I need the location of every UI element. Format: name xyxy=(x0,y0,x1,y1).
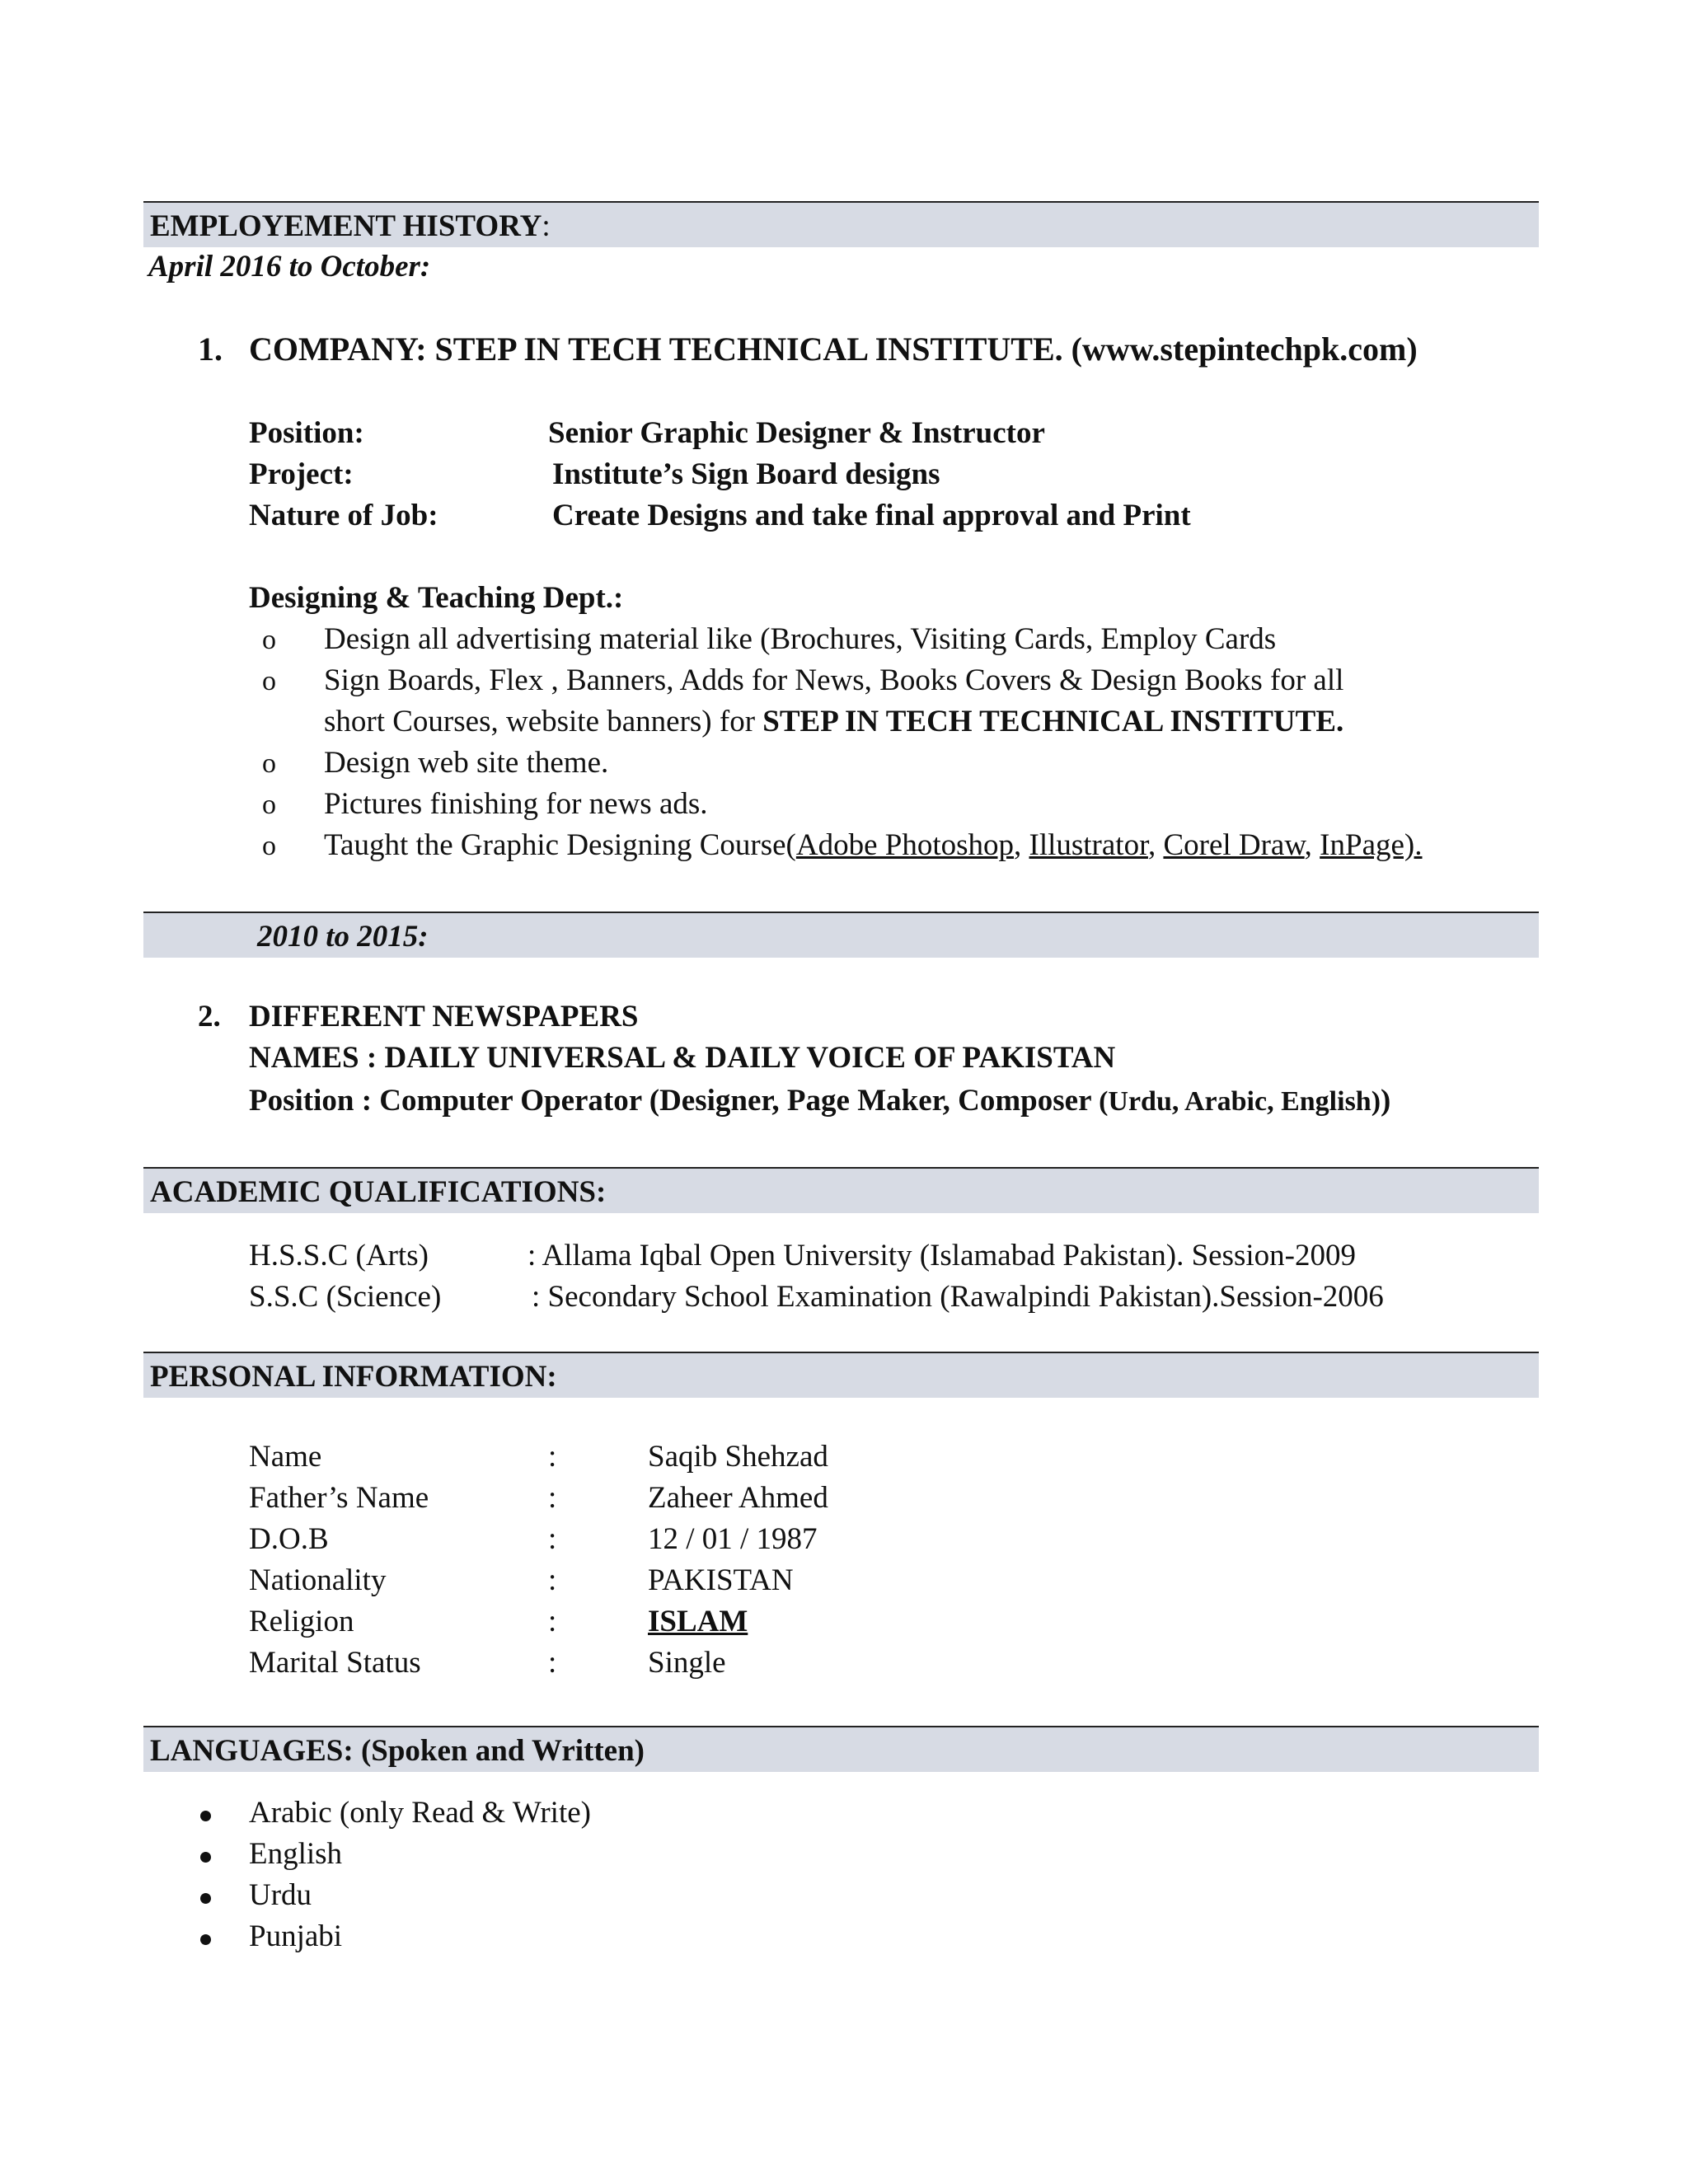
academic-detail: : Allama Iqbal Open University (Islamabad Pakistan). Session-2009 xyxy=(528,1239,1356,1272)
academic-degree: S.S.C (Science) xyxy=(249,1280,442,1314)
job1-company: COMPANY: STEP IN TECH TECHNICAL INSTITUTE. (www.stepintechpk.com) xyxy=(249,330,1418,368)
bullet-dot xyxy=(200,1934,211,1945)
personal-label: Religion xyxy=(249,1605,354,1638)
job1-project-value: Institute’s Sign Board designs xyxy=(552,457,940,491)
personal-value: 12 / 01 / 1987 xyxy=(648,1522,818,1556)
language-item: Punjabi xyxy=(249,1919,343,1953)
personal-separator: : xyxy=(548,1481,557,1515)
job2-position: Position : Computer Operator (Designer, Page Maker, Composer (Urdu, Arabic, English)) xyxy=(249,1084,1391,1118)
job1-nature-value: Create Designs and take final approval and Print xyxy=(552,499,1191,532)
job1-number: 1. xyxy=(198,330,223,368)
personal-label: Name xyxy=(249,1440,322,1474)
job1-nature-label: Nature of Job: xyxy=(249,499,438,532)
personal-label: Nationality xyxy=(249,1563,387,1597)
language-item: English xyxy=(249,1837,343,1871)
bullet-marker: o xyxy=(262,790,276,820)
personal-separator: : xyxy=(548,1605,557,1638)
bullet-item: Sign Boards, Flex , Banners, Adds for News, Books Covers & Design Books for all xyxy=(324,663,1344,697)
job2-number: 2. xyxy=(198,1000,221,1033)
personal-value: Single xyxy=(648,1646,726,1680)
bullet-dot xyxy=(200,1811,211,1821)
bullet-marker: o xyxy=(262,748,276,779)
job2-names: NAMES : DAILY UNIVERSAL & DAILY VOICE OF PAKISTAN xyxy=(249,1041,1116,1075)
period-2: 2010 to 2015: xyxy=(257,920,429,954)
employment-heading: EMPLOYEMENT HISTORY: xyxy=(150,209,551,243)
bullet-dot xyxy=(200,1852,211,1863)
bullet-dot xyxy=(200,1893,211,1904)
personal-heading-band xyxy=(143,1352,1539,1398)
personal-label: D.O.B xyxy=(249,1522,329,1556)
bullet-item: Design all advertising material like (Brochures, Visiting Cards, Employ Cards xyxy=(324,622,1277,656)
job2-title: DIFFERENT NEWSPAPERS xyxy=(249,1000,639,1033)
bullet-marker: o xyxy=(262,831,276,861)
personal-separator: : xyxy=(548,1563,557,1597)
job1-position-value: Senior Graphic Designer & Instructor xyxy=(548,416,1045,450)
languages-heading-band xyxy=(143,1726,1539,1772)
period-2-band xyxy=(143,912,1539,958)
job1-project-label: Project: xyxy=(249,457,354,491)
language-item: Urdu xyxy=(249,1878,312,1912)
tool-inpage: InPage). xyxy=(1320,828,1423,862)
academic-degree: H.S.S.C (Arts) xyxy=(249,1239,429,1272)
personal-value: Saqib Shehzad xyxy=(648,1440,828,1474)
bullet-item-continuation: short Courses, website banners) for STEP IN TECH TECHNICAL INSTITUTE. xyxy=(324,705,1344,738)
personal-separator: : xyxy=(548,1440,557,1474)
academic-heading: ACADEMIC QUALIFICATIONS: xyxy=(150,1175,607,1209)
languages-heading: LANGUAGES: (Spoken and Written) xyxy=(150,1734,645,1768)
personal-value: PAKISTAN xyxy=(648,1563,794,1597)
language-item: Arabic (only Read & Write) xyxy=(249,1796,591,1830)
bullet-marker: o xyxy=(262,625,276,655)
tool-corel-draw: Corel Draw xyxy=(1163,828,1305,862)
academic-heading-band xyxy=(143,1167,1539,1213)
personal-value: Zaheer Ahmed xyxy=(648,1481,828,1515)
bullet-item: Design web site theme. xyxy=(324,746,609,780)
tool-illustrator: Illustrator xyxy=(1029,828,1148,862)
employment-heading-band xyxy=(143,201,1539,247)
personal-separator: : xyxy=(548,1522,557,1556)
job1-position-label: Position: xyxy=(249,416,364,450)
job1-dept: Designing & Teaching Dept.: xyxy=(249,581,624,615)
personal-label: Marital Status xyxy=(249,1646,421,1680)
personal-value: ISLAM xyxy=(648,1605,748,1638)
personal-separator: : xyxy=(548,1646,557,1680)
bullet-marker: o xyxy=(262,666,276,696)
tool-photoshop: Adobe Photoshop xyxy=(795,828,1014,862)
academic-detail: : Secondary School Examination (Rawalpindi Pakistan).Session-2006 xyxy=(532,1280,1384,1314)
bullet-item: Pictures finishing for news ads. xyxy=(324,787,708,821)
personal-heading: PERSONAL INFORMATION: xyxy=(150,1360,557,1394)
personal-label: Father’s Name xyxy=(249,1481,429,1515)
bullet-item-course: Taught the Graphic Designing Course(Adobe Photoshop, Illustrator, Corel Draw, InPage). xyxy=(324,828,1423,862)
period-1: April 2016 to October: xyxy=(148,250,431,284)
